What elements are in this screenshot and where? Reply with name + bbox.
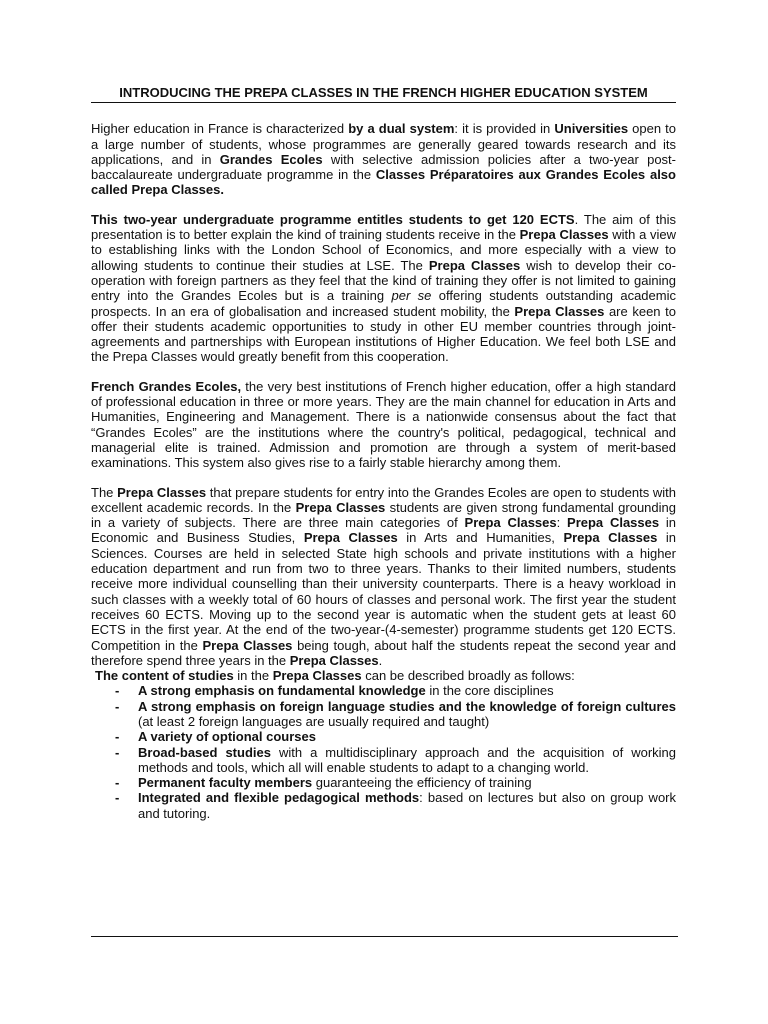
text-span: that prepare students for entry into the Grandes Ecoles are open to students with excellent academic records. In the — [91, 484, 677, 515]
text-span: being tough, about half the students repeat the second year and therefore spend three years in the — [91, 637, 676, 668]
text-span: . — [378, 652, 383, 668]
document-page — [91, 85, 676, 821]
bold-120-ects: This two-year undergraduate programme entitles students to get 120 ECTS — [91, 211, 575, 227]
bold-prepa-classes: Prepa Classes — [563, 530, 658, 546]
bullet-text: in the core disciplines — [425, 683, 554, 699]
list-item — [115, 745, 676, 776]
bold-prepa-classes: Prepa Classes — [514, 303, 605, 319]
list-item — [115, 683, 676, 698]
text-span: in the — [233, 668, 273, 684]
text-span: students are given strong fundamental grounding in a variety of subjects. There are three main categories of — [91, 499, 676, 531]
text-span: with a view to establishing links with the London School of Economics, and more especially with a view to allowing students to continue their studies at LSE. The — [91, 227, 676, 273]
bold-prepa-classes: Prepa Classes — [519, 227, 609, 243]
bold-prepa-classes: Prepa Classes — [303, 530, 398, 546]
bullet-text: (at least 2 foreign languages are usually required and taught) — [138, 713, 490, 729]
paragraph-grandes-ecoles — [91, 379, 676, 471]
bold-classes-preparatoires: Classes Préparatoires aux Grandes Ecoles also called Prepa Classes. — [91, 167, 676, 198]
text-span: can be described broadly as follows: — [361, 668, 575, 684]
italic-per-se: per se — [391, 288, 432, 304]
bold-prepa-classes: Prepa Classes — [202, 637, 293, 653]
content-bullet-list — [91, 683, 676, 821]
bullet-bold: A strong emphasis on fundamental knowledge — [138, 683, 426, 699]
bold-prepa-classes: Prepa Classes — [117, 484, 207, 500]
paragraph-content-intro — [91, 668, 676, 683]
bold-prepa-classes: Prepa Classes — [428, 257, 521, 273]
text-span: are keen to offer their students academic opportunities to study in other EU member countries through joint-agreements and partnerships with European institutions of Higher Education. We feel both LSE and the Prepa Classes would greatly benefit from this cooperation. — [91, 303, 676, 365]
text-span: in Economic and Business Studies, — [91, 515, 677, 546]
text-span: with selective admission policies after a two-year post-baccalaureate undergraduate programme in the — [91, 151, 676, 183]
text-span: . The aim of this presentation is to better explain the kind of training students receive in the — [91, 211, 676, 243]
bold-content-of-studies: The content of studies — [95, 668, 234, 684]
text-span: wish to develop their co-operation with foreign partners as they feel that the kind of training they offer is not limited to gaining entry into the Grandes Ecoles but is a training — [91, 257, 676, 304]
bold-dual-system: by a dual system — [348, 121, 455, 137]
bullet-dash: - — [115, 683, 120, 699]
bold-prepa-classes: Prepa Classes — [295, 499, 386, 515]
bullet-bold: Broad-based studies — [138, 744, 271, 760]
text-span: open to a large number of students, whose programmes are generally geared towards research and its applications, and in — [91, 121, 676, 167]
bold-prepa-classes: Prepa Classes — [272, 668, 362, 684]
paragraph-dual-system — [91, 121, 676, 197]
bullet-dash: - — [115, 744, 120, 760]
bold-grandes-ecoles: Grandes Ecoles — [219, 151, 323, 167]
bullet-dash: - — [115, 698, 120, 714]
bullet-bold: Permanent faculty members — [138, 775, 313, 791]
list-item — [115, 729, 676, 744]
document-title: INTRODUCING THE PREPA CLASSES IN THE FRENCH HIGHER EDUCATION SYSTEM — [91, 85, 676, 103]
bullet-bold: Integrated and flexible pedagogical methods — [138, 790, 420, 806]
bold-french-grandes-ecoles: French Grandes Ecoles, — [91, 378, 242, 394]
paragraph-prepa-classes — [91, 485, 676, 669]
bullet-bold: A strong emphasis on foreign language studies and the knowledge of foreign cultures — [138, 698, 676, 714]
text-span: the very best institutions of French higher education, offer a high standard of professional education in three or more years. They are the main channel for education in Arts and Humanities, Engineering and Management. There is a nationwide consensus about the fact that “Grandes Ecoles” are the institutions where the country's political, pedagogical, technical and managerial elite is trained. Admission and promotion are through a system of merit-based examinations. This system also gives rise to a fairly stable hierarchy among them. — [91, 378, 676, 471]
text-span: The — [91, 484, 118, 500]
bullet-bold: A variety of optional courses — [138, 729, 316, 745]
paragraph-programme-aim — [91, 212, 676, 365]
text-span: offering students outstanding academic prospects. In an era of globalisation and increased student mobility, the — [91, 288, 676, 319]
bullet-text: with a multidisciplinary approach and the acquisition of working methods and tools, which all will enable students to adapt to a changing world. — [138, 744, 676, 775]
text-span: : — [556, 515, 568, 531]
bullet-text: guaranteeing the efficiency of training — [312, 775, 532, 791]
text-span: : it is provided in — [454, 121, 555, 137]
bold-prepa-classes: Prepa Classes — [567, 515, 660, 531]
bullet-text: : based on lectures but also on group work and tutoring. — [138, 790, 677, 821]
footer-divider — [91, 936, 678, 937]
text-span: Higher education in France is characterized — [91, 121, 349, 137]
list-item — [115, 775, 676, 790]
list-item — [115, 790, 676, 821]
bold-universities: Universities — [554, 121, 629, 137]
bullet-dash: - — [115, 729, 120, 745]
bold-prepa-classes: Prepa Classes — [464, 515, 557, 531]
bold-prepa-classes: Prepa Classes — [289, 652, 379, 668]
text-span: in Arts and Humanities, — [397, 530, 564, 546]
list-item — [115, 699, 676, 730]
bullet-dash: - — [115, 790, 120, 806]
text-span: in Sciences. Courses are held in selected State high schools and private institutions with a higher education department and run from two to three years. Thanks to their limited numbers, students receive more individual counselling than their university counterparts. There is a heavy workload in such classes with a weekly total of 60 hours of classes and personal work. The first year the student receives 60 ECTS. Moving up to the second year is automatic when the student gets at least 60 ECTS in the first year. At the end of the two-year-(4-semester) programme students get 120 ECTS. Competition in the — [91, 530, 677, 653]
bullet-dash: - — [115, 775, 120, 791]
